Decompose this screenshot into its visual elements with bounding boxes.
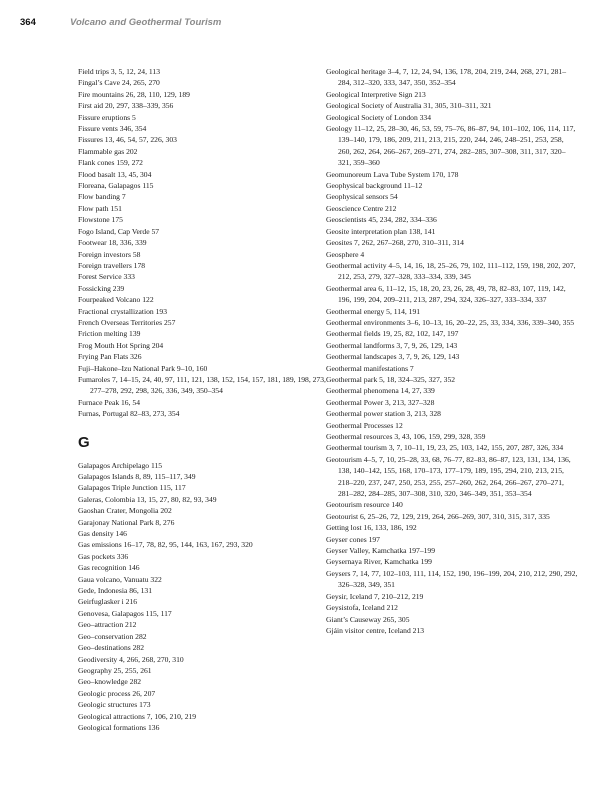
- index-entry: Footwear 18, 336, 339: [78, 238, 147, 248]
- index-entry: Fissures 13, 46, 54, 57, 226, 303: [78, 135, 177, 145]
- index-entry: Foreign travellers 178: [78, 260, 146, 270]
- index-entry: Geological heritage 3–4, 7, 12, 24, 94, 136, 178, 204, 219, 244, 268, 271, 281–284, 312–320, 333, 347, 350, 352–354: [326, 67, 567, 88]
- index-entry: Geo–knowledge 282: [78, 677, 142, 687]
- index-entry: Geoscientists 45, 234, 282, 334–336: [326, 215, 437, 225]
- index-entry: Geothermal landforms 3, 7, 9, 26, 129, 143: [326, 340, 458, 350]
- index-entry: Geothermal fields 19, 25, 82, 102, 147, 197: [326, 329, 459, 339]
- index-entry: Geo–conservation 282: [78, 631, 147, 641]
- index-entry: Flowstone 175: [78, 215, 123, 225]
- index-entry: Geothermal area 6, 11–12, 15, 18, 20, 23, 26, 28, 49, 78, 82–83, 107, 119, 142, 196, 199, 204, 209–211, 213, 287, 294, 324, 326–327, 333–334, 337: [326, 283, 566, 305]
- index-entry: Geyser Valley, Kamchatka 197–199: [326, 546, 436, 556]
- index-entry: Fossicking 239: [78, 283, 125, 293]
- index-entry: Geothermal power station 3, 213, 328: [326, 409, 441, 419]
- index-entry: Fuji–Hakone–Izu National Park 9–10, 160: [78, 363, 208, 373]
- index-entry: Geological formations 136: [78, 722, 160, 732]
- page-header: [20, 17, 593, 33]
- index-entry: Fissure eruptions 5: [78, 112, 136, 122]
- index-entry: Geologic structures 173: [78, 700, 151, 710]
- index-entry: Geoscience Centre 212: [326, 203, 397, 213]
- index-entry: Furnas, Portugal 82–83, 273, 354: [78, 409, 180, 419]
- index-entry: Floreana, Galapagos 115: [78, 181, 154, 191]
- index-entry: Geothermal activity 4–5, 14, 16, 18, 25–26, 79, 102, 111–112, 159, 198, 202, 207, 212, 253, 279, 327–328, 333–334, 339, 345: [326, 260, 576, 282]
- index-entry: Fire mountains 26, 28, 110, 129, 189: [78, 89, 190, 99]
- index-entry: Geological Society of Australia 31, 305, 310–311, 321: [326, 101, 492, 111]
- index-entry: Geothermal tourism 3, 7, 10–11, 19, 23, 25, 103, 142, 155, 207, 287, 326, 334: [326, 443, 564, 453]
- index-entry: Flank cones 159, 272: [78, 158, 143, 168]
- index-entry: Fissure vents 346, 354: [78, 124, 147, 134]
- index-entry: Geological Society of London 334: [326, 112, 432, 122]
- index-entry: Geothermal resources 3, 43, 106, 159, 299, 328, 359: [326, 432, 486, 441]
- index-entry: Geophysical sensors 54: [326, 192, 398, 202]
- index-entry: Fingal’s Cave 24, 265, 270: [78, 78, 160, 88]
- index-column-right: [326, 66, 578, 636]
- index-entry: Geosites 7, 262, 267–268, 270, 310–311, 314: [326, 238, 464, 248]
- index-list-right: [326, 66, 578, 636]
- index-column-left: [78, 66, 330, 733]
- index-entry: Gjáin visitor centre, Iceland 213: [326, 625, 425, 635]
- index-entry: Galeras, Colombia 13, 15, 27, 80, 82, 93, 349: [78, 494, 217, 504]
- index-entry: Fractional crystallization 193: [78, 306, 167, 316]
- index-entry: Forest Service 333: [78, 272, 135, 282]
- index-entry: Geological attractions 7, 106, 210, 219: [78, 711, 197, 721]
- index-entry: Flow banding 7: [78, 192, 126, 202]
- index-entry: Geysers 7, 14, 77, 102–103, 111, 114, 152, 190, 196–199, 204, 210, 212, 290, 292, 326–328, 349, 351: [326, 568, 578, 590]
- index-entry: Fourpeaked Volcano 122: [78, 295, 154, 305]
- index-entry: Gede, Indonesia 86, 131: [78, 586, 153, 596]
- index-entry: Flow path 151: [78, 203, 122, 213]
- index-entry: Geography 25, 255, 261: [78, 665, 152, 675]
- index-entry: Geyser cones 197: [326, 534, 380, 544]
- index-entry: Galapagos Islands 8, 89, 115–117, 349: [78, 472, 196, 481]
- index-entry: Geophysical background 11–12: [326, 181, 423, 191]
- index-entry: Fogo Island, Cap Verde 57: [78, 226, 160, 236]
- index-entry: Geysernaya River, Kamchatka 199: [326, 557, 432, 567]
- index-entry: Fumaroles 7, 14–15, 24, 40, 97, 111, 121, 138, 152, 154, 157, 181, 189, 198, 273, 277–278, 292, 298, 326, 336, 349, 350–354: [78, 374, 326, 396]
- index-entry: Geothermal landscapes 3, 7, 9, 26, 129, 143: [326, 352, 460, 362]
- index-list-g: [78, 460, 330, 734]
- page-number: 364: [20, 17, 36, 28]
- index-entry: Geology 11–12, 25, 28–30, 46, 53, 59, 75–76, 86–87, 94, 101–102, 106, 114, 117, 139–140, 179, 186, 209, 211, 213, 215, 220, 244, 246, 248–251, 253, 258, 260, 262, 264, 266–267, 269–271, 274, 282–285, 307–308, 311, 317, 320–321, 359–360: [326, 124, 576, 168]
- index-entry: Gaoshan Crater, Mongolia 202: [78, 506, 172, 516]
- index-list-f: [78, 66, 330, 420]
- running-title: Volcano and Geothermal Tourism: [70, 17, 222, 28]
- index-entry: Galapagos Triple Junction 115, 117: [78, 483, 186, 493]
- index-entry: Geothermal environments 3–6, 10–13, 16, 20–22, 25, 33, 334, 336, 339–340, 355: [326, 317, 575, 327]
- index-entry: Geotourist 6, 25–26, 72, 129, 219, 264, 266–269, 307, 310, 315, 317, 335: [326, 511, 550, 521]
- index-entry: Geosite interpretation plan 138, 141: [326, 226, 436, 236]
- index-entry: Friction melting 139: [78, 329, 141, 339]
- index-entry: Geosphere 4: [326, 249, 365, 259]
- index-entry: Geothermal Power 3, 213, 327–328: [326, 397, 435, 407]
- index-entry: First aid 20, 297, 338–339, 356: [78, 101, 174, 111]
- index-entry: Geological Interpretive Sign 213: [326, 89, 426, 99]
- index-entry: Frying Pan Flats 326: [78, 352, 142, 362]
- index-entry: Geothermal Processes 12: [326, 420, 403, 430]
- index-entry: Flood basalt 13, 45, 304: [78, 169, 152, 179]
- index-entry: Galapagos Archipelago 115: [78, 460, 163, 470]
- index-entry: Field trips 3, 5, 12, 24, 113: [78, 67, 160, 76]
- section-letter-g: G: [78, 433, 90, 451]
- index-entry: French Overseas Territories 257: [78, 317, 176, 327]
- index-entry: Gaua volcano, Vanuatu 322: [78, 574, 162, 584]
- index-entry: Geysir, Iceland 7, 210–212, 219: [326, 591, 424, 601]
- index-entry: Geodiversity 4, 266, 268, 270, 310: [78, 654, 184, 664]
- index-entry: Giant’s Causeway 265, 305: [326, 614, 410, 624]
- index-entry: Foreign investors 58: [78, 249, 141, 259]
- index-entry: Geothermal phenomena 14, 27, 339: [326, 386, 435, 396]
- index-entry: Geomunoreum Lava Tube System 170, 178: [326, 169, 459, 179]
- index-entry: Gas recognition 146: [78, 563, 140, 573]
- index-entry: Geirfuglasker i 216: [78, 597, 138, 607]
- index-entry: Flammable gas 202: [78, 146, 138, 156]
- index-entry: Furnace Peak 16, 54: [78, 397, 140, 407]
- index-entry: Geologic process 26, 207: [78, 688, 156, 698]
- index-entry: Geotourism resource 140: [326, 500, 403, 510]
- index-entry: Geotourism 4–5, 7, 10, 25–28, 33, 68, 76–77, 82–83, 86–87, 123, 131, 134, 136, 138, 140–142, 155, 168, 170–173, 177–179, 189, 195, 294, 210, 213, 215, 218–220, 237, 247, 250, 253, 255, 257–260, 262, 264, 266–267, 270–271, 281–282, 284–285, 307–308, 310, 320, 346–349, 351, 353–354: [326, 454, 571, 499]
- index-entry: Gas emissions 16–17, 78, 82, 95, 144, 163, 167, 293, 320: [78, 540, 253, 550]
- index-entry: Geothermal manifestations 7: [326, 363, 414, 373]
- index-entry: Geysistofa, Iceland 212: [326, 603, 398, 613]
- index-entry: Geo–attraction 212: [78, 620, 137, 630]
- index-entry: Genovesa, Galapagos 115, 117: [78, 608, 172, 618]
- index-entry: Gas density 146: [78, 529, 127, 539]
- index-entry: Gas pockets 336: [78, 551, 129, 561]
- index-entry: Frog Mouth Hot Spring 204: [78, 340, 164, 350]
- index-entry: Geothermal energy 5, 114, 191: [326, 306, 421, 316]
- index-entry: Geo–destinations 282: [78, 643, 145, 653]
- index-entry: Garajonay National Park 8, 276: [78, 517, 175, 527]
- index-entry: Getting lost 16, 133, 186, 192: [326, 523, 417, 533]
- index-entry: Geothermal park 5, 18, 324–325, 327, 352: [326, 374, 456, 384]
